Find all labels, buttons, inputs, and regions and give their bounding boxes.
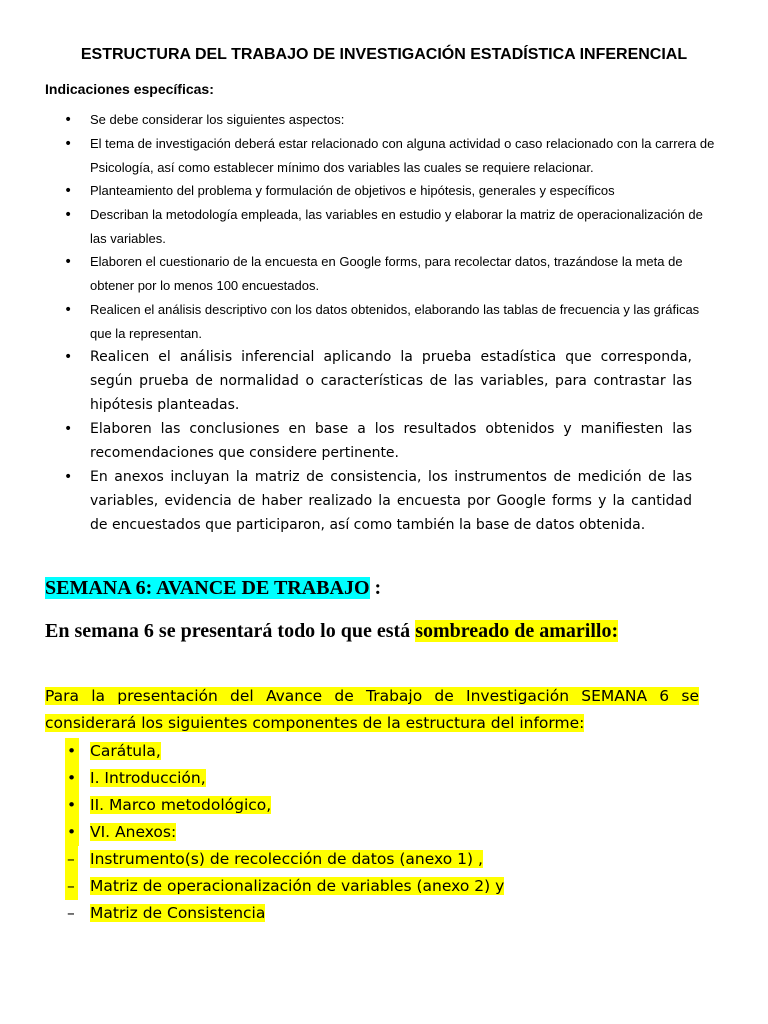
list-item: [0, 179, 722, 203]
component-text: Carátula,: [90, 742, 161, 760]
list-item: [0, 345, 692, 417]
bullet-icon: •: [64, 349, 73, 365]
component-text: I. Introducción,: [90, 769, 206, 787]
week-heading-highlight: SEMANA 6: AVANCE DE TRABAJO: [45, 577, 370, 599]
component-text: Instrumento(s) de recolección de datos (anexo 1) ,: [90, 850, 483, 868]
component-text: II. Marco metodológico,: [90, 796, 272, 814]
components-list: [0, 738, 504, 927]
specific-indications-heading: Indicaciones específicas:: [45, 81, 214, 97]
bullet-icon: •: [65, 792, 79, 819]
component-item: [0, 792, 504, 819]
component-item: [0, 846, 504, 873]
bullet-icon: •: [64, 183, 73, 199]
list-item-text: Realicen el análisis descriptivo con los datos obtenidos, elaborando las tablas de frecuencia y las gráficas que la representan.: [90, 301, 700, 341]
list-item-text: El tema de investigación deberá estar relacionado con alguna actividad o caso relacionado con la carrera de Psicología, así como establecer mínimo dos variables las cuales se requiere relacionar.: [90, 135, 715, 175]
list-item-text: Realicen el análisis inferencial aplicando la prueba estadística que corresponda, según prueba de normalidad o características de las variables, para contrastar las hipótesis planteadas.: [90, 349, 692, 413]
dash-icon: –: [67, 904, 75, 922]
bullet-icon: •: [64, 135, 73, 152]
component-text: VI. Anexos:: [90, 823, 177, 841]
list-item-text: Elaboren las conclusiones en base a los resultados obtenidos y manifiesten las recomendaciones que considere pertinente.: [90, 421, 692, 461]
list-item: [0, 417, 692, 465]
bullet-icon: •: [64, 254, 73, 270]
list-item-text: En anexos incluyan la matriz de consistencia, los instrumentos de medición de las variables, evidencia de haber realizado la encuesta por Google forms y la cantidad de encuestados que participaron, así como también la base de datos obtenida.: [90, 469, 692, 533]
list-item-text: Describan la metodología empleada, las variables en estudio y elaborar la matriz de operacionalización de las variables.: [90, 206, 703, 246]
week-note-highlight: sombreado de amarillo:: [415, 620, 619, 642]
list-item: [0, 203, 722, 251]
bullet-icon: •: [64, 421, 73, 437]
list-item: [0, 250, 722, 298]
list-item: [0, 298, 722, 346]
list-item-text: Se debe considerar los siguientes aspectos:: [90, 112, 345, 127]
component-item: [0, 738, 504, 765]
dash-icon: –: [65, 846, 78, 873]
bullet-icon: •: [64, 469, 73, 485]
component-text: Matriz de Consistencia: [90, 904, 266, 922]
intro-paragraph: [45, 683, 699, 737]
bullet-icon: •: [64, 112, 73, 128]
list-item-text: Elaboren el cuestionario de la encuesta en Google forms, para recolectar datos, trazándose la meta de obtener por lo menos 100 encuestados.: [90, 254, 683, 293]
week-note: [45, 617, 618, 645]
analysis-list: [0, 345, 692, 537]
list-item: [0, 132, 722, 180]
component-item: [0, 900, 504, 927]
component-item: [0, 819, 504, 846]
bullet-icon: •: [64, 301, 73, 318]
document-title: ESTRUCTURA DEL TRABAJO DE INVESTIGACIÓN ESTADÍSTICA INFERENCIAL: [80, 46, 688, 63]
week-heading: [45, 574, 381, 602]
bullet-icon: •: [64, 206, 73, 223]
component-text: Matriz de operacionalización de variables (anexo 2) y: [90, 877, 505, 895]
intro-text: Para la presentación del Avance de Trabajo de Investigación SEMANA 6 se considerará los siguientes componentes de la estructura del informe:: [45, 687, 699, 732]
week-note-text: En semana 6 se presentará todo lo que está: [45, 620, 416, 642]
component-item: [0, 873, 504, 900]
bullet-icon: •: [65, 738, 79, 765]
aspects-list: [0, 108, 722, 345]
bullet-icon: •: [65, 765, 79, 792]
list-item-text: Planteamiento del problema y formulación de objetivos e hipótesis, generales y específicos: [90, 183, 615, 198]
dash-icon: –: [65, 873, 78, 900]
list-item: [0, 465, 692, 537]
list-item: [0, 108, 722, 132]
bullet-icon: •: [65, 819, 79, 846]
component-item: [0, 765, 504, 792]
week-heading-suffix: :: [369, 577, 382, 599]
